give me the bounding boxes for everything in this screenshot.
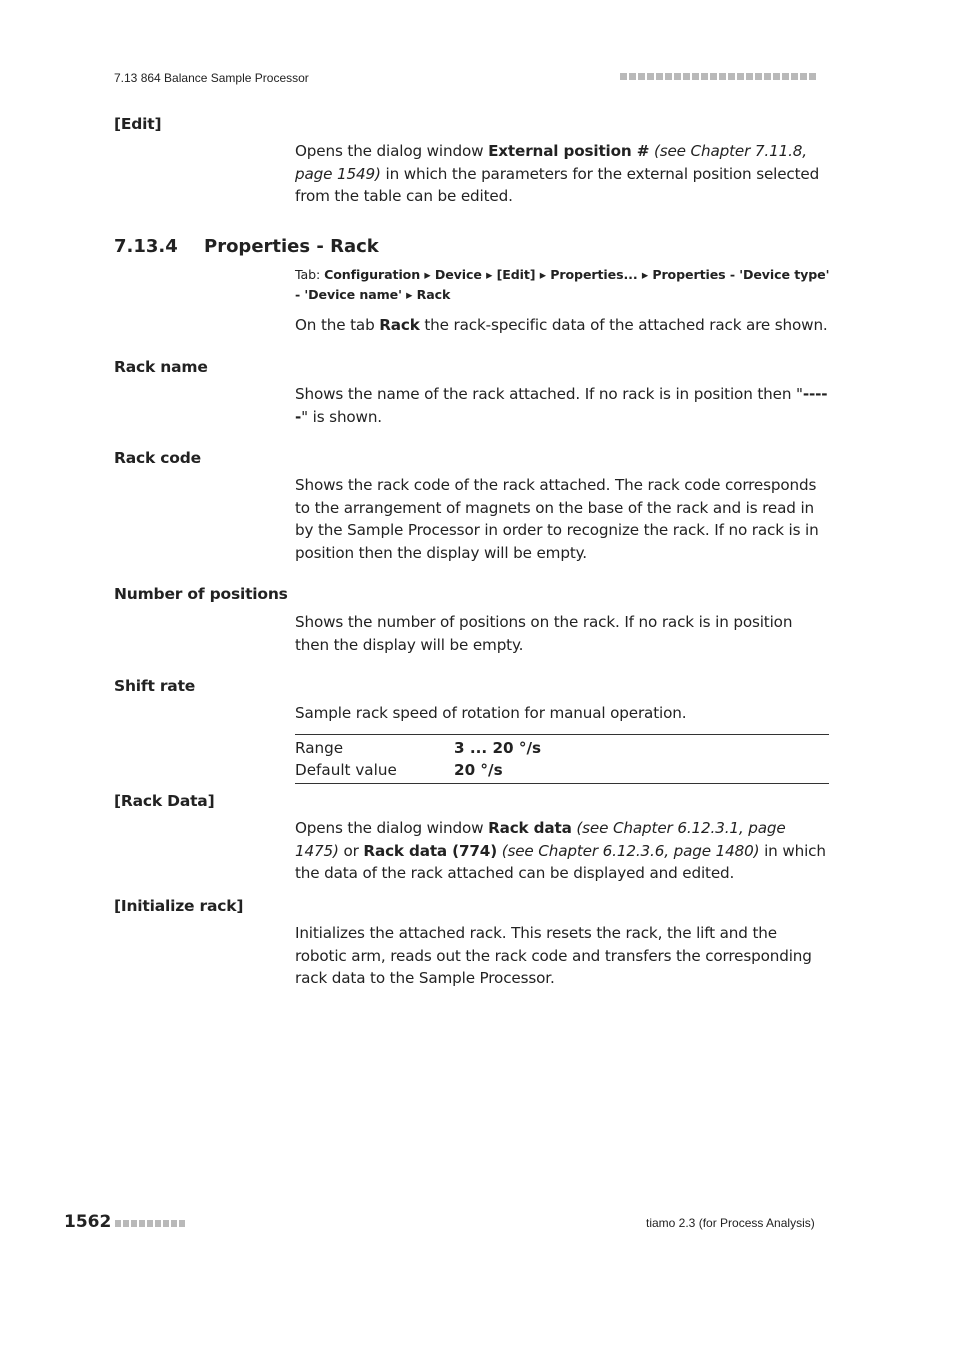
section-number: 7.13.4 — [114, 236, 178, 257]
term-edit: [Edit] — [114, 115, 162, 133]
tab-path: Tab: Configuration ▸ Device ▸ [Edit] ▸ Properties... ▸ Properties - 'Device type' - 'Device name' ▸ Rack — [295, 267, 830, 302]
table-row — [295, 759, 829, 781]
term-initialize-rack: [Initialize rack] — [114, 897, 244, 915]
rack-name-description: Shows the name of the rack attached. If no rack is in position then "-----" is shown. — [295, 385, 828, 426]
term-shift-rate: Shift rate — [114, 677, 196, 695]
term-rack-code: Rack code — [114, 449, 201, 467]
section-title: Properties - Rack — [204, 236, 379, 257]
running-header-dots — [620, 73, 830, 82]
edit-description: Opens the dialog window External position # (see Chapter 7.11.8, page 1549) in which the parameters for the external position selected from the table can be edited. — [295, 142, 820, 206]
term-number-of-positions: Number of positions — [114, 585, 288, 603]
initialize-rack-description: Initializes the attached rack. This resets the rack, the lift and the robotic arm, reads out the rack code and transfers the corresponding rack data to the Sample Processor. — [295, 924, 812, 988]
term-rack-data: [Rack Data] — [114, 792, 215, 810]
footer-dots — [115, 1220, 185, 1227]
table-row — [295, 737, 829, 759]
number-of-positions-description: Shows the number of positions on the rack. If no rack is in position then the display will be empty. — [295, 613, 793, 654]
range-value: 3 ... 20 °/s — [454, 739, 542, 757]
rack-code-description: Shows the rack code of the rack attached. The rack code corresponds to the arrangement of magnets on the base of the rack and is read in by the Sample Processor in order to recognize the rack. If no rack is in position then the display will be empty. — [295, 476, 819, 562]
shift-rate-table — [295, 734, 829, 784]
default-value: 20 °/s — [454, 761, 503, 779]
running-header-chapter: 7.13 864 Balance Sample Processor — [114, 71, 309, 85]
term-rack-name: Rack name — [114, 358, 208, 376]
shift-rate-description: Sample rack speed of rotation for manual operation. — [295, 704, 687, 722]
default-label: Default value — [295, 761, 397, 779]
rack-data-description: Opens the dialog window Rack data (see Chapter 6.12.3.1, page 1475) or Rack data (774) (see Chapter 6.12.3.6, page 1480) in which the data of the rack attached can be displayed and edited. — [295, 819, 826, 883]
section-intro: On the tab Rack the rack-specific data of the attached rack are shown. — [295, 316, 828, 334]
range-label: Range — [295, 739, 344, 757]
page-number: 1562 — [64, 1212, 112, 1232]
footer-product: tiamo 2.3 (for Process Analysis) — [646, 1216, 815, 1230]
